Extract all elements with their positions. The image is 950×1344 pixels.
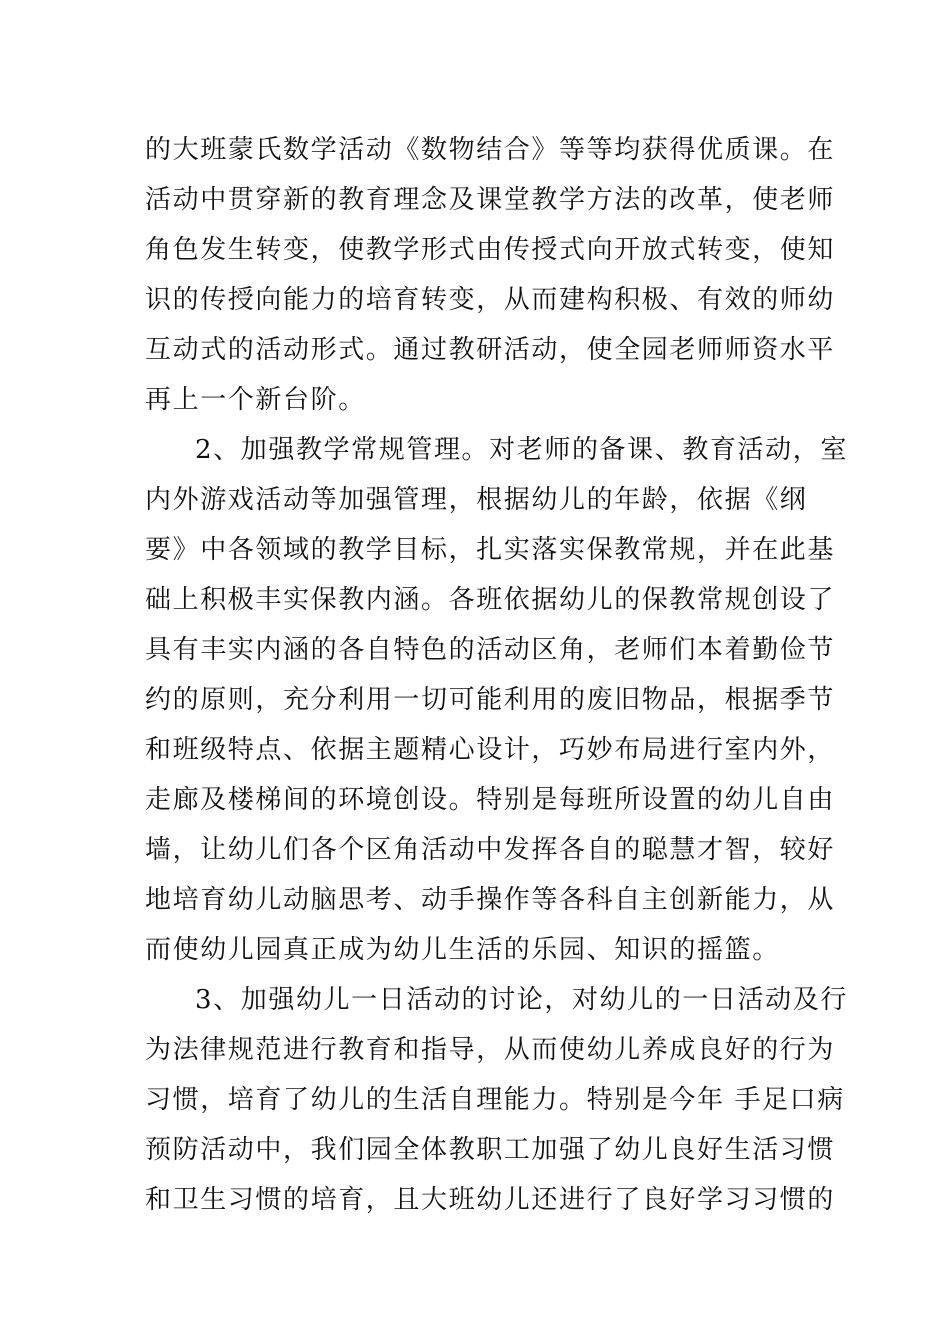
text-line: 习惯，培育了幼儿的生活自理能力。特别是今年 手足口病 xyxy=(145,1085,845,1115)
text-line: 互动式的活动形式。通过教研活动，使全园老师师资水平 xyxy=(145,335,836,365)
text-line: 的大班蒙氏数学活动《数物结合》等等均获得优质课。在 xyxy=(145,135,836,165)
text-line: 具有丰实内涵的各自特色的活动区角，老师们本着勤俭节 xyxy=(145,635,836,665)
text-line: 为法律规范进行教育和指导，从而使幼儿养成良好的行为 xyxy=(145,1035,836,1065)
text-line: 墙，让幼儿们各个区角活动中发挥各自的聪慧才智，较好 xyxy=(145,835,836,865)
text-line: 识的传授向能力的培育转变，从而建构积极、有效的师幼 xyxy=(145,285,836,315)
text-line: 角色发生转变，使教学形式由传授式向开放式转变，使知 xyxy=(145,235,836,265)
text-line: 而使幼儿园真正成为幼儿生活的乐园、知识的摇篮。 xyxy=(145,935,780,965)
text-line: 约的原则，充分利用一切可能利用的废旧物品，根据季节 xyxy=(145,685,836,715)
paragraph-first-line: 2、加强教学常规管理。对老师的备课、教育活动，室 xyxy=(195,435,848,465)
text-line: 要》中各领域的教学目标，扎实落实保教常规，并在此基 xyxy=(145,535,836,565)
paragraph-first-line: 3、加强幼儿一日活动的讨论，对幼儿的一日活动及行 xyxy=(195,985,848,1015)
text-line: 预防活动中，我们园全体教职工加强了幼儿良好生活习惯 xyxy=(145,1135,836,1165)
text-line: 和班级特点、依据主题精心设计，巧妙布局进行室内外， xyxy=(145,735,836,765)
text-line: 再上一个新台阶。 xyxy=(145,385,366,415)
text-line: 地培育幼儿动脑思考、动手操作等各科自主创新能力，从 xyxy=(145,885,836,915)
text-line: 内外游戏活动等加强管理，根据幼儿的年龄，依据《纲 xyxy=(145,485,808,515)
text-line: 和卫生习惯的培育，且大班幼儿还进行了良好学习习惯的 xyxy=(145,1185,836,1215)
text-line: 础上积极丰实保教内涵。各班依据幼儿的保教常规创设了 xyxy=(145,585,836,615)
text-line: 活动中贯穿新的教育理念及课堂教学方法的改革，使老师 xyxy=(145,185,836,215)
text-line: 走廊及楼梯间的环境创设。特别是每班所设置的幼儿自由 xyxy=(145,785,836,815)
